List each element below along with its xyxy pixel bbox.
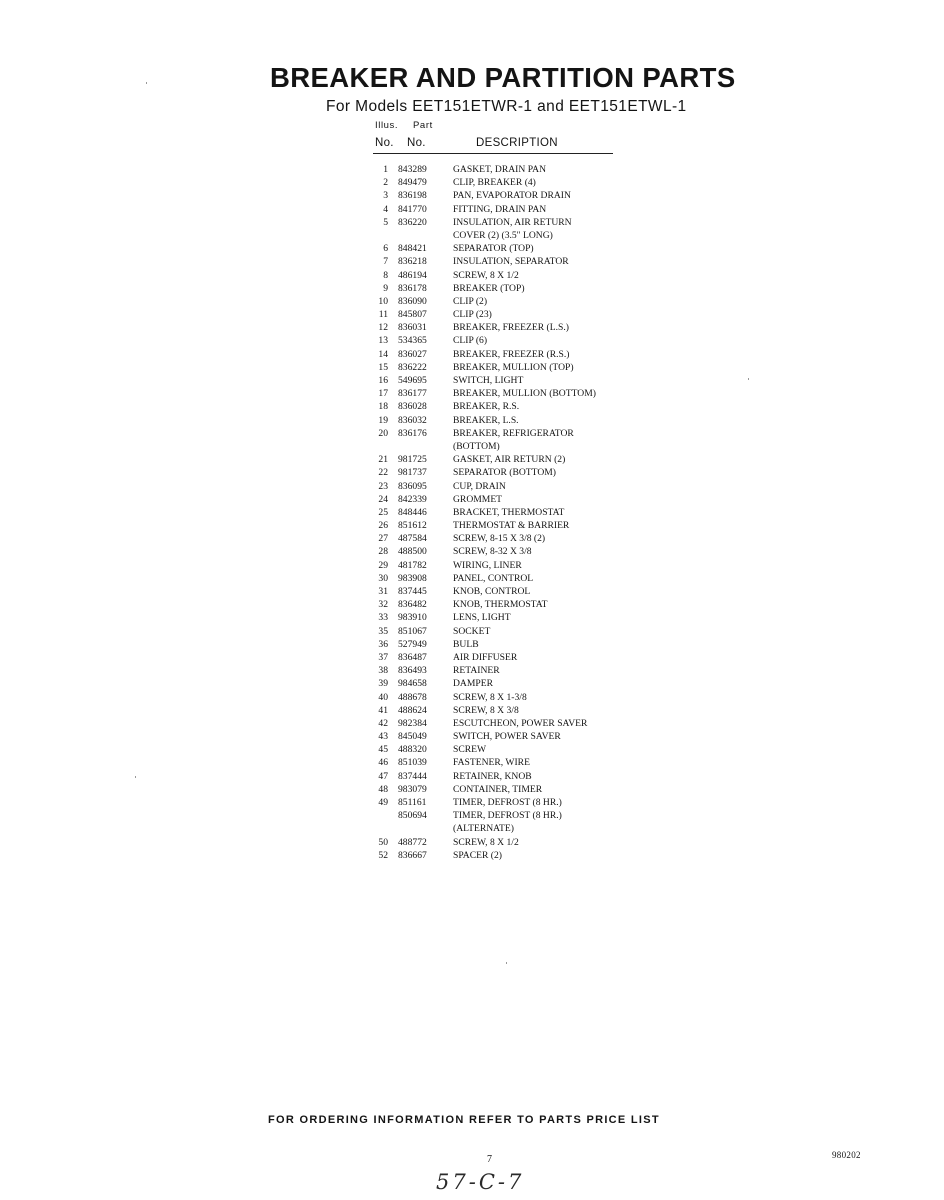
ordering-footer: FOR ORDERING INFORMATION REFER TO PARTS PRICE LIST xyxy=(268,1114,660,1126)
part-number: 841770 xyxy=(398,203,427,215)
illus-number: 26 xyxy=(378,520,388,532)
part-description: GASKET, AIR RETURN (2) xyxy=(453,454,566,466)
illus-number: 46 xyxy=(378,757,388,769)
parts-row xyxy=(366,756,656,769)
part-number: 488320 xyxy=(398,744,427,756)
parts-row xyxy=(366,163,656,176)
illus-number xyxy=(366,822,388,835)
parts-row xyxy=(366,796,656,809)
part-number: 849479 xyxy=(398,177,427,189)
part-number xyxy=(388,822,440,835)
page-number: 7 xyxy=(487,1154,492,1165)
illus-number: 43 xyxy=(378,731,388,743)
parts-row xyxy=(366,638,656,651)
part-number: 983910 xyxy=(398,612,427,624)
illus-number: 48 xyxy=(378,783,388,795)
part-description: THERMOSTAT & BARRIER xyxy=(453,520,570,532)
illus-number: 12 xyxy=(378,322,388,334)
parts-row xyxy=(366,691,656,704)
illus-number: 1 xyxy=(383,164,388,175)
part-number: 836095 xyxy=(398,480,427,492)
handwritten-note: 57-C-7 xyxy=(436,1170,525,1194)
part-number: 836176 xyxy=(398,427,427,439)
illus-number: 33 xyxy=(378,612,388,624)
part-number: 843289 xyxy=(398,164,427,175)
parts-row xyxy=(366,743,656,756)
part-number: 851161 xyxy=(398,797,427,808)
parts-row xyxy=(366,255,656,268)
illus-number: 52 xyxy=(378,849,388,861)
part-number: 848446 xyxy=(398,506,427,518)
illus-number: 4 xyxy=(383,203,388,215)
part-number: 836667 xyxy=(398,849,427,861)
part-number: 534365 xyxy=(398,335,427,347)
part-number: 836178 xyxy=(398,282,427,294)
scan-speck xyxy=(146,82,147,84)
illus-number: 40 xyxy=(378,691,388,703)
part-description: SCREW, 8 X 1/2 xyxy=(453,836,519,848)
illus-number: 41 xyxy=(378,704,388,716)
part-number: 845807 xyxy=(398,309,427,321)
part-number: 836177 xyxy=(398,388,427,400)
illus-number: 13 xyxy=(378,335,388,347)
scan-speck xyxy=(748,378,749,380)
illus-number: 2 xyxy=(383,177,388,189)
illus-number: 42 xyxy=(378,717,388,729)
parts-row xyxy=(366,651,656,664)
part-number xyxy=(388,229,440,242)
part-number: 836218 xyxy=(398,256,427,268)
part-description: SPACER (2) xyxy=(453,849,502,861)
part-description: CLIP, BREAKER (4) xyxy=(453,177,536,189)
parts-row xyxy=(366,387,656,400)
column-header-no: No. xyxy=(375,137,394,149)
parts-row xyxy=(366,176,656,189)
parts-row xyxy=(366,216,656,229)
parts-row xyxy=(366,427,656,440)
part-description: CLIP (2) xyxy=(453,295,488,307)
part-description: SCREW, 8 X 3/8 xyxy=(453,704,519,716)
parts-row xyxy=(366,374,656,387)
parts-row xyxy=(366,348,656,361)
parts-row xyxy=(366,664,656,677)
part-description: SCREW, 8-15 X 3/8 (2) xyxy=(453,533,546,545)
part-description: SCREW, 8 X 1/2 xyxy=(453,269,519,281)
parts-row xyxy=(366,453,656,466)
part-description: RETAINER, KNOB xyxy=(453,770,532,782)
part-number: 836198 xyxy=(398,190,427,202)
illus-number xyxy=(366,440,388,453)
illus-number: 21 xyxy=(378,454,388,466)
illus-number: 11 xyxy=(378,309,388,321)
parts-row xyxy=(366,717,656,730)
parts-row xyxy=(366,836,656,849)
illus-number: 27 xyxy=(378,533,388,545)
parts-row xyxy=(366,480,656,493)
part-description: BREAKER, L.S. xyxy=(453,414,519,426)
illus-number: 10 xyxy=(378,295,388,307)
parts-row xyxy=(366,545,656,558)
illus-number: 8 xyxy=(383,269,388,281)
parts-row xyxy=(366,282,656,295)
part-number: 850694 xyxy=(398,810,427,822)
part-number: 481782 xyxy=(398,559,427,571)
illus-number: 7 xyxy=(383,256,388,268)
part-description: CLIP (23) xyxy=(453,309,492,321)
parts-row xyxy=(366,704,656,717)
part-number: 488624 xyxy=(398,704,427,716)
part-number: 981725 xyxy=(398,454,427,466)
part-description: BREAKER, FREEZER (L.S.) xyxy=(453,322,569,334)
illus-number: 37 xyxy=(378,651,388,663)
parts-row xyxy=(366,585,656,598)
illus-number: 6 xyxy=(383,243,388,255)
part-number: 487584 xyxy=(398,533,427,545)
part-number: 488772 xyxy=(398,836,427,848)
parts-row xyxy=(366,295,656,308)
parts-row xyxy=(366,572,656,585)
part-description: BREAKER, MULLION (BOTTOM) xyxy=(453,388,596,400)
part-number: 851067 xyxy=(398,625,427,637)
illus-number: 49 xyxy=(378,797,388,808)
part-description: SCREW, 8 X 1-3/8 xyxy=(453,691,527,703)
illus-number: 24 xyxy=(378,493,388,505)
illus-number: 35 xyxy=(378,625,388,637)
parts-row xyxy=(366,809,656,822)
illus-number: 36 xyxy=(378,638,388,650)
part-number: 836031 xyxy=(398,322,427,334)
part-number: 848421 xyxy=(398,243,427,255)
part-description: KNOB, CONTROL xyxy=(453,586,531,597)
part-description: BREAKER (TOP) xyxy=(453,282,525,294)
parts-row xyxy=(366,414,656,427)
parts-row xyxy=(366,849,656,862)
illus-number: 5 xyxy=(383,216,388,228)
parts-row xyxy=(366,440,656,453)
part-description: FASTENER, WIRE xyxy=(453,757,530,769)
part-number: 486194 xyxy=(398,269,427,281)
parts-row xyxy=(366,269,656,282)
part-description: AIR DIFFUSER xyxy=(453,651,518,663)
part-number: 527949 xyxy=(398,638,427,650)
illus-number: 15 xyxy=(378,361,388,373)
parts-row xyxy=(366,400,656,413)
parts-row xyxy=(366,242,656,255)
part-description: (ALTERNATE) xyxy=(453,823,514,835)
part-number: 983908 xyxy=(398,572,427,584)
part-description: (BOTTOM) xyxy=(453,440,500,452)
parts-row xyxy=(366,308,656,321)
illus-number: 29 xyxy=(378,559,388,571)
part-number: 836028 xyxy=(398,401,427,413)
part-number: 549695 xyxy=(398,375,427,386)
scan-speck xyxy=(506,962,507,964)
part-number: 836482 xyxy=(398,599,427,611)
part-description: CLIP (6) xyxy=(453,335,488,347)
part-description: SWITCH, POWER SAVER xyxy=(453,731,561,743)
part-description: CUP, DRAIN xyxy=(453,480,506,492)
part-number: 851612 xyxy=(398,520,427,532)
part-description: TIMER, DEFROST (8 HR.) xyxy=(453,810,562,822)
part-number: 836220 xyxy=(398,216,427,228)
illus-number: 38 xyxy=(378,665,388,677)
part-number: 836032 xyxy=(398,414,427,426)
illus-number: 32 xyxy=(378,599,388,611)
illus-number: 19 xyxy=(378,414,388,426)
part-description: BREAKER, REFRIGERATOR xyxy=(453,427,574,439)
part-description: GASKET, DRAIN PAN xyxy=(453,164,547,175)
part-description: SCREW xyxy=(453,744,487,756)
part-number: 983079 xyxy=(398,783,427,795)
part-description: CONTAINER, TIMER xyxy=(453,783,543,795)
illus-number: 28 xyxy=(378,546,388,558)
parts-row xyxy=(366,611,656,624)
column-header-part: Part xyxy=(413,120,433,131)
illus-number: 50 xyxy=(378,836,388,848)
illus-number: 30 xyxy=(378,572,388,584)
illus-number: 47 xyxy=(378,770,388,782)
illus-number: 39 xyxy=(378,678,388,690)
part-description: WIRING, LINER xyxy=(453,559,522,571)
illus-number: 23 xyxy=(378,480,388,492)
part-number: 836222 xyxy=(398,361,427,373)
part-description: INSULATION, SEPARATOR xyxy=(453,256,569,268)
part-description: KNOB, THERMOSTAT xyxy=(453,599,548,611)
part-description: FITTING, DRAIN PAN xyxy=(453,203,547,215)
part-description: TIMER, DEFROST (8 HR.) xyxy=(453,797,562,808)
part-description: PANEL, CONTROL xyxy=(453,572,534,584)
parts-row xyxy=(366,189,656,202)
parts-row xyxy=(366,321,656,334)
document-code: 980202 xyxy=(832,1150,861,1160)
part-number: 836027 xyxy=(398,348,427,360)
part-number: 845049 xyxy=(398,731,427,743)
illus-number: 9 xyxy=(383,282,388,294)
part-description: PAN, EVAPORATOR DRAIN xyxy=(453,190,571,202)
header-rule xyxy=(373,153,613,154)
part-number: 836090 xyxy=(398,295,427,307)
parts-row xyxy=(366,229,656,242)
part-description: RETAINER xyxy=(453,665,500,677)
part-description: LENS, LIGHT xyxy=(453,612,511,624)
part-number xyxy=(388,440,440,453)
parts-row xyxy=(366,625,656,638)
illus-number: 25 xyxy=(378,506,388,518)
parts-list xyxy=(366,163,656,862)
part-description: SWITCH, LIGHT xyxy=(453,375,524,386)
parts-row xyxy=(366,770,656,783)
parts-row xyxy=(366,559,656,572)
part-number: 488500 xyxy=(398,546,427,558)
part-description: INSULATION, AIR RETURN xyxy=(453,216,572,228)
scan-speck xyxy=(135,776,136,778)
part-number: 837444 xyxy=(398,770,427,782)
part-description: SEPARATOR (BOTTOM) xyxy=(453,467,556,479)
parts-row xyxy=(366,506,656,519)
part-description: BREAKER, FREEZER (R.S.) xyxy=(453,348,570,360)
illus-number: 3 xyxy=(383,190,388,202)
part-number: 488678 xyxy=(398,691,427,703)
illus-number: 14 xyxy=(378,348,388,360)
parts-row xyxy=(366,493,656,506)
part-number: 837445 xyxy=(398,586,427,597)
part-number: 836493 xyxy=(398,665,427,677)
column-header-part-no: No. xyxy=(407,137,426,149)
part-number: 836487 xyxy=(398,651,427,663)
illus-number: 31 xyxy=(378,586,388,597)
models-subtitle: For Models EET151ETWR-1 and EET151ETWL-1 xyxy=(326,98,687,115)
column-header-description: DESCRIPTION xyxy=(476,137,558,149)
part-description: BREAKER, MULLION (TOP) xyxy=(453,361,574,373)
parts-row xyxy=(366,203,656,216)
part-number: 981737 xyxy=(398,467,427,479)
page-title: BREAKER AND PARTITION PARTS xyxy=(270,62,736,93)
part-description: BRACKET, THERMOSTAT xyxy=(453,506,565,518)
part-number: 984658 xyxy=(398,678,427,690)
illus-number xyxy=(366,809,388,822)
illus-number: 20 xyxy=(378,427,388,439)
part-description: SCREW, 8-32 X 3/8 xyxy=(453,546,532,558)
parts-row xyxy=(366,822,656,835)
parts-row xyxy=(366,334,656,347)
part-number: 842339 xyxy=(398,493,427,505)
illus-number: 17 xyxy=(378,388,388,400)
parts-row xyxy=(366,677,656,690)
illus-number xyxy=(366,229,388,242)
illus-number: 18 xyxy=(378,401,388,413)
illus-number: 22 xyxy=(378,467,388,479)
parts-row xyxy=(366,466,656,479)
parts-row xyxy=(366,598,656,611)
part-description: BULB xyxy=(453,638,479,650)
part-description: ESCUTCHEON, POWER SAVER xyxy=(453,717,588,729)
part-description: GROMMET xyxy=(453,493,503,505)
parts-row xyxy=(366,730,656,743)
part-description: COVER (2) (3.5" LONG) xyxy=(453,229,553,241)
parts-row xyxy=(366,783,656,796)
part-description: SOCKET xyxy=(453,625,491,637)
part-description: BREAKER, R.S. xyxy=(453,401,520,413)
parts-row xyxy=(366,519,656,532)
illus-number: 16 xyxy=(378,375,388,386)
part-description: DAMPER xyxy=(453,678,493,690)
part-number: 982384 xyxy=(398,717,427,729)
part-number: 851039 xyxy=(398,757,427,769)
column-header-illus: Illus. xyxy=(375,120,399,131)
parts-row xyxy=(366,532,656,545)
part-description: SEPARATOR (TOP) xyxy=(453,243,534,255)
illus-number: 45 xyxy=(378,744,388,756)
parts-row xyxy=(366,361,656,374)
